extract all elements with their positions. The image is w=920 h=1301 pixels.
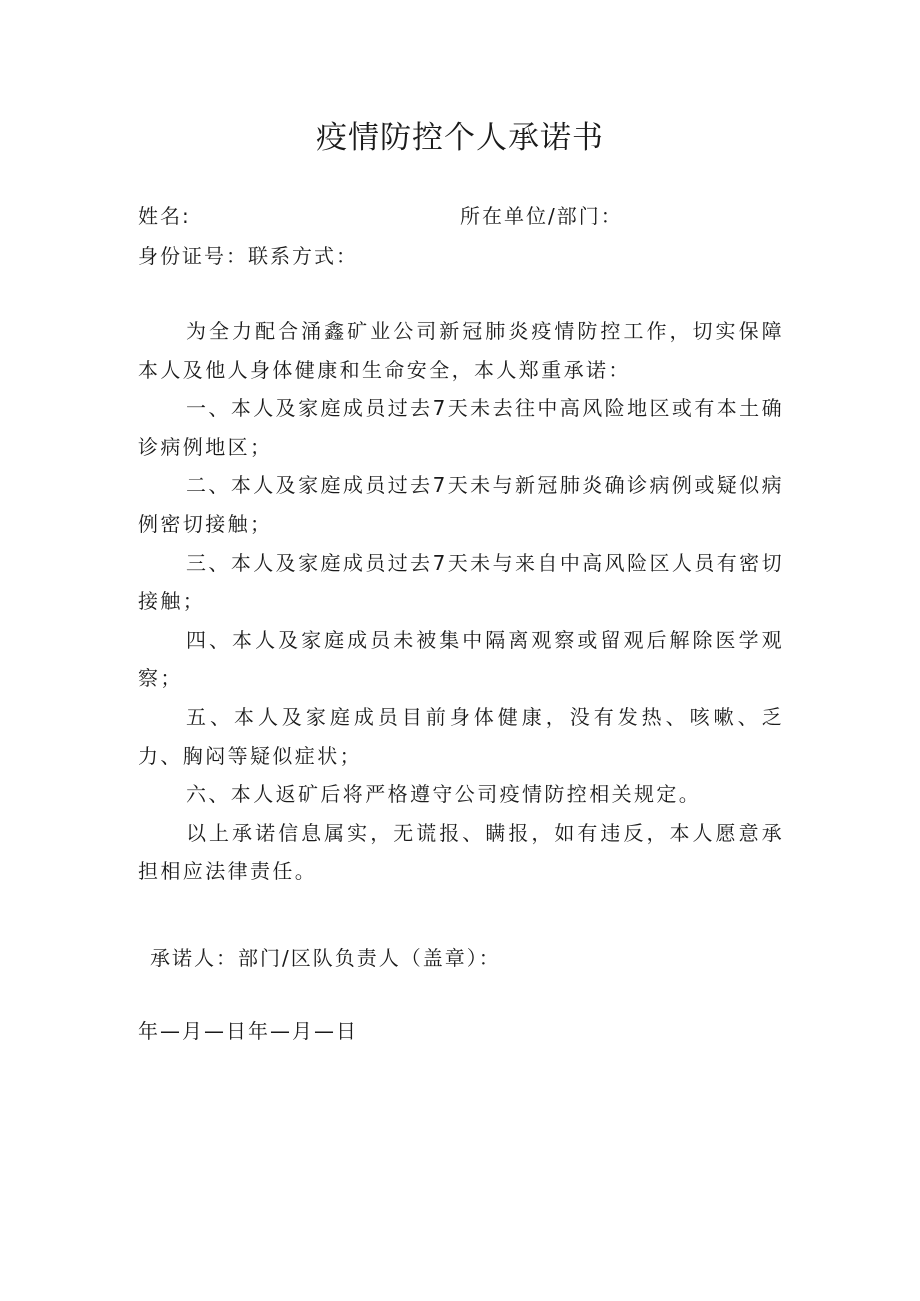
intro-paragraph: 为全力配合涌鑫矿业公司新冠肺炎疫情防控工作，切实保障本人及他人身体健康和生命安全，本人郑重承诺： [138,319,784,382]
commitment-item-3: 三、本人及家庭成员过去7天未与来自中高风险区人员有密切接触； [138,550,784,614]
declaration-paragraph: 以上承诺信息属实，无谎报、瞒报，如有违反，本人愿意承担相应法律责任。 [138,820,784,884]
signature-line: 承诺人：部门/区队负责人（盖章）： [150,946,501,970]
id-contact-label: 身份证号：联系方式： [138,244,358,268]
unit-label: 所在单位/部门： [460,204,623,228]
commitment-item-6: 六、本人返矿后将严格遵守公司疫情防控相关规定。 [186,782,702,807]
name-label: 姓名: [138,204,191,228]
document-title: 疫情防控个人承诺书 [316,120,604,156]
commitment-item-5: 五、本人及家庭成员目前身体健康，没有发热、咳嗽、乏力、胸闷等疑似症状； [138,704,784,768]
commitment-body [138,312,784,891]
commitment-item-2: 二、本人及家庭成员过去7天未与新冠肺炎确诊病例或疑似病例密切接触； [138,473,784,536]
commitment-item-4: 四、本人及家庭成员未被集中隔离观察或留观后解除医学观察； [138,627,784,691]
date-line: 年—月—日年—月—日 [138,1019,358,1043]
commitment-item-1: 一、本人及家庭成员过去7天未去往中高风险地区或有本土确诊病例地区； [138,396,784,459]
